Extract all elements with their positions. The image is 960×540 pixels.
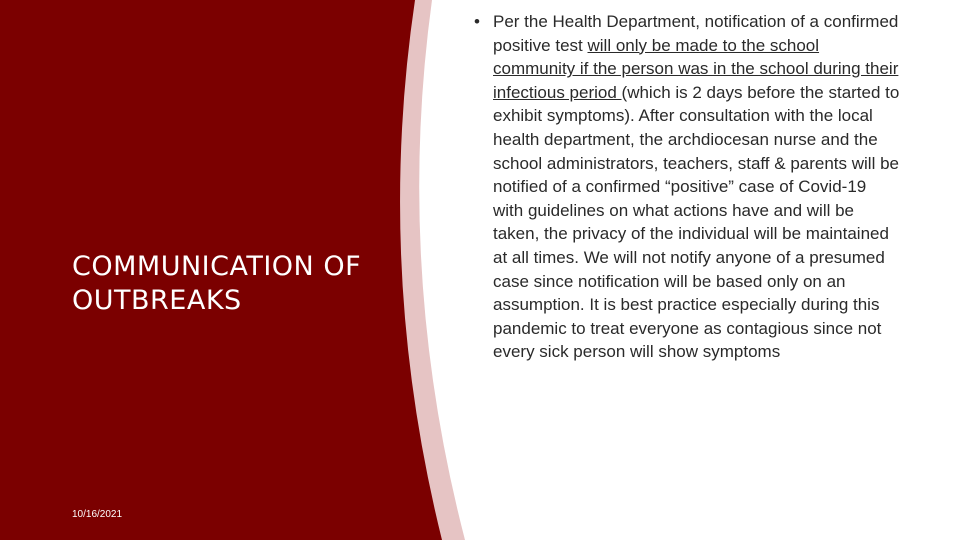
list-item: [470, 10, 900, 364]
body-text-part1: Per the Health Department, notification of a confirmed positive test: [493, 12, 899, 55]
bullet-icon: •: [474, 12, 480, 31]
body-text-underlined: will only be made to the school community if the person was in the school during their infectious period: [493, 35, 899, 102]
slide-title: COMMUNICATION OF OUTBREAKS: [72, 251, 362, 316]
slide-date: 10/16/2021: [72, 509, 123, 520]
body-text-part2: (which is 2 days before the started to exhibit symptoms). After consultation with the local health department, the archdiocesan nurse and the school administrators, teachers, staff & parents will be notified of a confirmed “positive” case of Covid-19 with guidelines on what actions have and will be taken, the privacy of the individual will be maintained at all times. We will not notify anyone of a presumed case since notification will be based only on an assumption. It is best practice especially during this pandemic to treat everyone as contagious since not every sick person will show symptoms: [493, 82, 900, 362]
body-list: [470, 10, 900, 364]
